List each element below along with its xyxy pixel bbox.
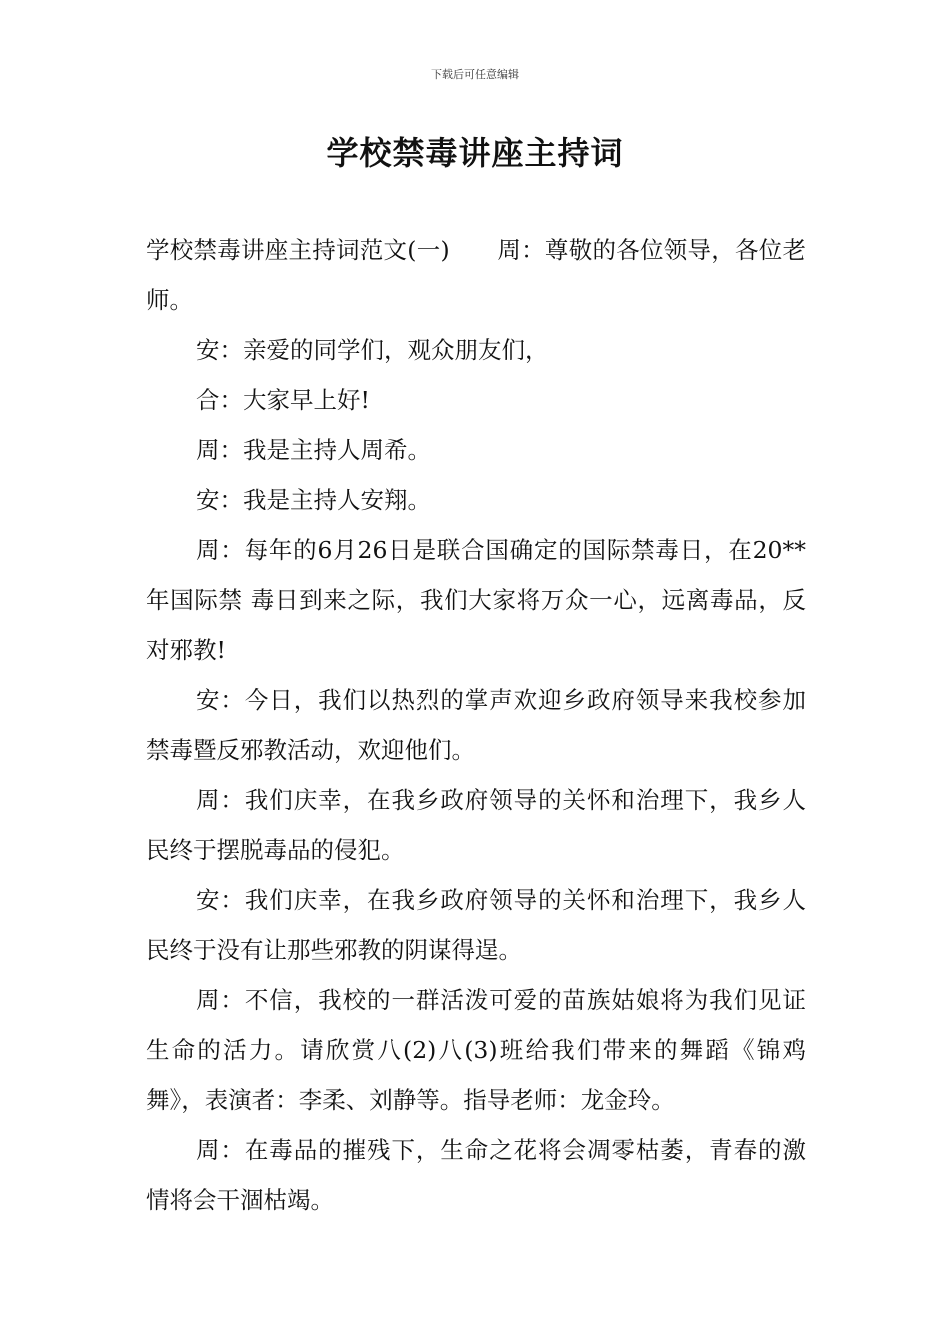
paragraph: 安：我们庆幸，在我乡政府领导的关怀和治理下，我乡人民终于没有让那些邪教的阴谋得逞。	[146, 886, 806, 964]
paragraph: 学校禁毒讲座主持词范文(一) 周：尊敬的各位领导，各位老师。	[146, 236, 806, 314]
document-body	[146, 225, 806, 1225]
paragraph: 安：亲爱的同学们，观众朋友们，	[196, 336, 549, 364]
paragraph: 周：不信，我校的一群活泼可爱的苗族姑娘将为我们见证生命的活力。请欣赏八(2)八(3)班给我们带来的舞蹈《锦鸡舞》，表演者：李柔、刘静等。指导老师：龙金玲。	[146, 986, 806, 1114]
paragraph: 周：我们庆幸，在我乡政府领导的关怀和治理下，我乡人民终于摆脱毒品的侵犯。	[146, 786, 806, 864]
paragraph: 周：我是主持人周希。	[196, 436, 431, 464]
paragraph: 安：今日，我们以热烈的掌声欢迎乡政府领导来我校参加禁毒暨反邪教活动，欢迎他们。	[146, 686, 806, 764]
paragraph: 周：每年的6月26日是联合国确定的国际禁毒日，在20**年国际禁 毒日到来之际，我们大家将万众一心，远离毒品，反对邪教!	[146, 536, 806, 664]
paragraph: 周：在毒品的摧残下，生命之花将会凋零枯萎，青春的激情将会干涸枯竭。	[146, 1136, 806, 1214]
document-title: 学校禁毒讲座主持词	[326, 134, 624, 172]
header-note: 下载后可任意编辑	[431, 68, 519, 81]
paragraph: 安：我是主持人安翔。	[196, 486, 431, 514]
paragraph: 合：大家早上好!	[196, 386, 370, 414]
